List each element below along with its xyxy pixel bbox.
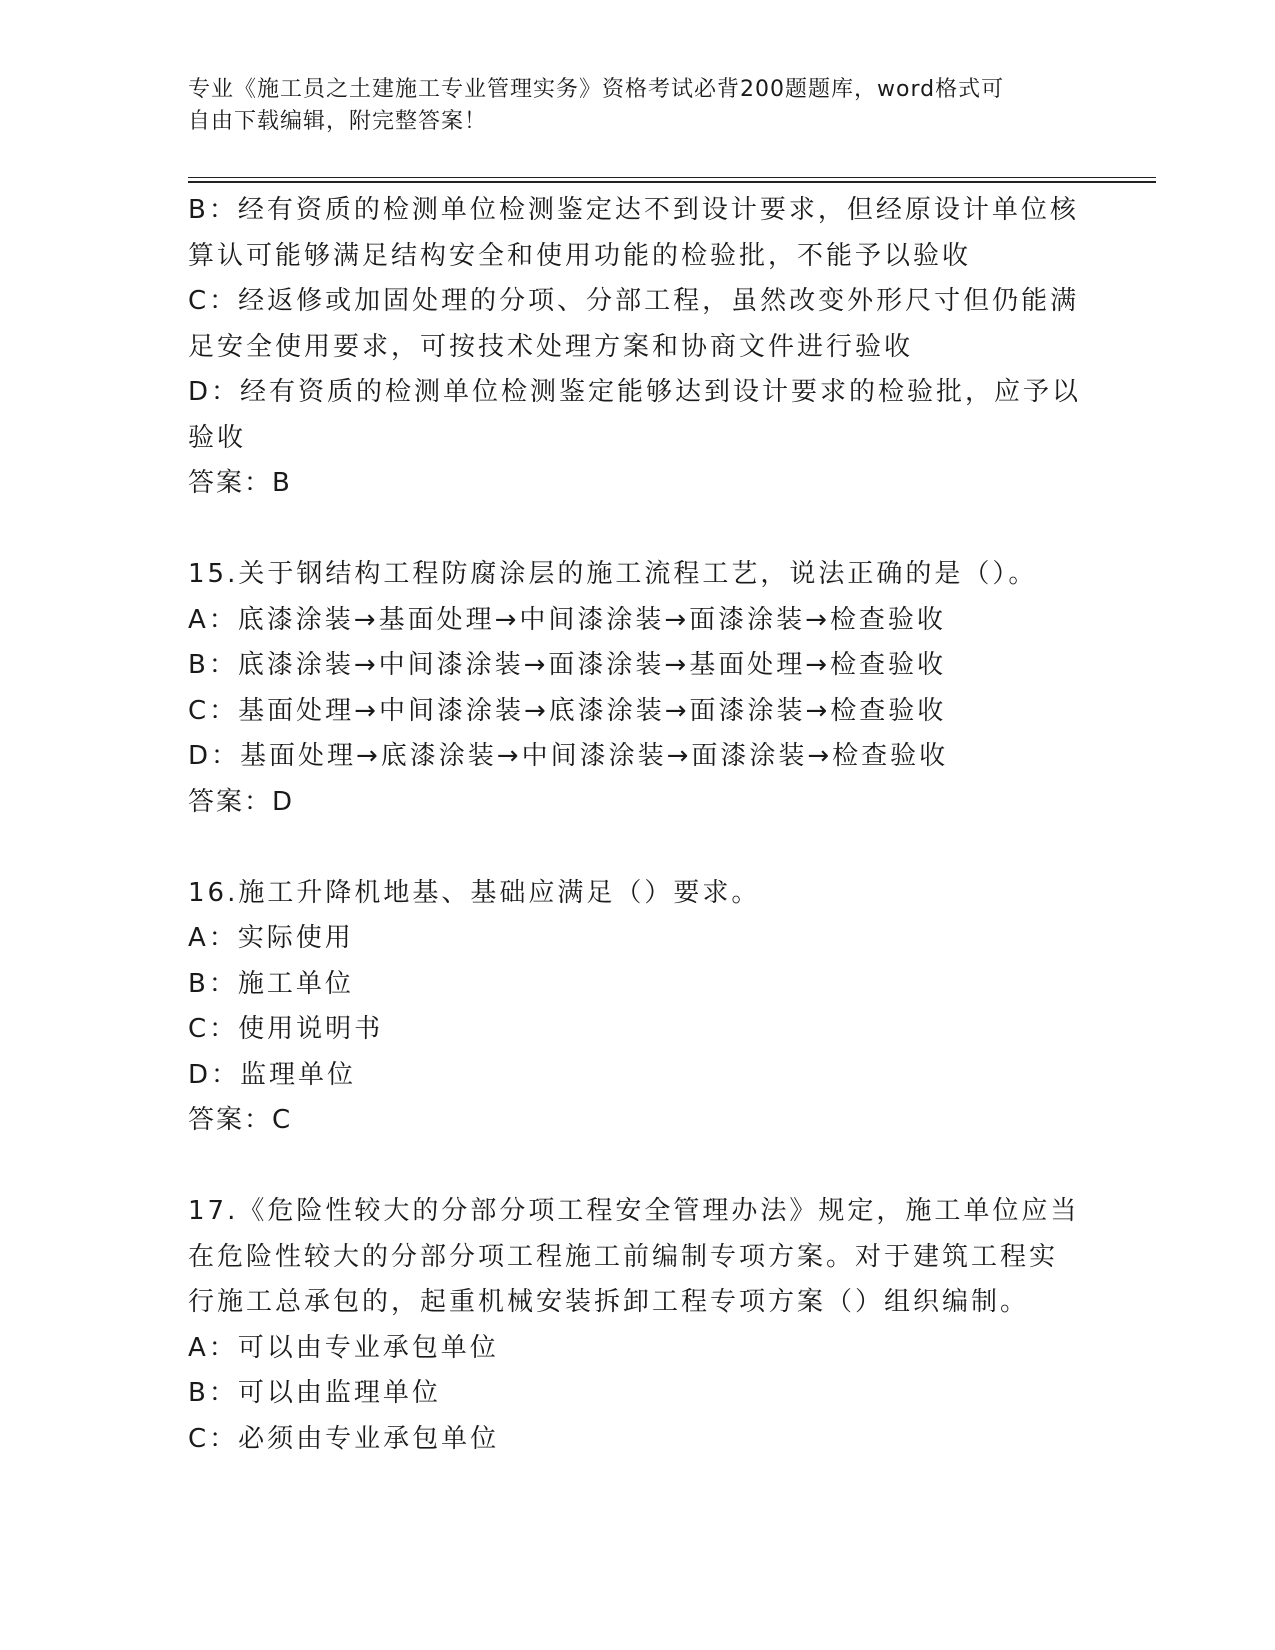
option-a: A：底漆涂装→基面处理→中间漆涂装→面漆涂装→检查验收 <box>188 604 946 635</box>
option-d-line-2: 验收 <box>188 422 247 453</box>
header-rule-thick <box>188 181 1156 183</box>
option-b-line-2: 算认可能够满足结构安全和使用功能的检验批，不能予以验收 <box>188 240 972 271</box>
option-b: B：可以由监理单位 <box>188 1378 441 1408</box>
option-d: D：监理单位 <box>188 1059 357 1090</box>
document-body <box>188 188 1088 1462</box>
option-c: C：基面处理→中间漆涂装→底漆涂装→面漆涂装→检查验收 <box>188 695 947 726</box>
question-17 <box>188 1189 1088 1462</box>
question-stem-line-1: 17.《危险性较大的分部分项工程安全管理办法》规定，施工单位应当 <box>188 1196 1080 1226</box>
spacer <box>188 1144 1088 1190</box>
option-c: C：必须由专业承包单位 <box>188 1423 500 1454</box>
option-b-line-1: B：经有资质的检测单位检测鉴定达不到设计要求，但经原设计单位核 <box>188 195 1079 225</box>
spacer <box>188 507 1088 553</box>
option-d-line-1: D：经有资质的检测单位检测鉴定能够达到设计要求的检验批，应予以 <box>188 377 1082 407</box>
header-title-line-2: 自由下载编辑，附完整答案！ <box>188 109 488 134</box>
option-a: A：可以由专业承包单位 <box>188 1332 499 1363</box>
question-stem-line-2: 在危险性较大的分部分项工程施工前编制专项方案。对于建筑工程实 <box>188 1241 1059 1272</box>
question-stem-line-3: 行施工总承包的，起重机械安装拆卸工程专项方案（）组织编制。 <box>188 1287 1030 1317</box>
option-b: B：施工单位 <box>188 968 354 999</box>
header-rule-thin <box>188 177 1156 178</box>
answer: 答案：C <box>188 1105 293 1135</box>
option-c-line-1: C：经返修或加固处理的分项、分部工程，虽然改变外形尺寸但仍能满 <box>188 286 1080 316</box>
question-15 <box>188 552 1088 825</box>
option-a: A：实际使用 <box>188 923 354 953</box>
spacer <box>188 825 1088 871</box>
answer: 答案：D <box>188 786 295 817</box>
option-c-line-2: 足安全使用要求，可按技术处理方案和协商文件进行验收 <box>188 331 914 362</box>
question-stem: 15.关于钢结构工程防腐涂层的施工流程工艺，说法正确的是（）。 <box>188 559 1038 589</box>
option-d: D：基面处理→底漆涂装→中间漆涂装→面漆涂装→检查验收 <box>188 741 949 771</box>
question-stem: 16.施工升降机地基、基础应满足（）要求。 <box>188 877 761 908</box>
question-16 <box>188 871 1088 1144</box>
answer: 答案：B <box>188 468 292 498</box>
question-14-continued <box>188 188 1088 507</box>
option-c: C：使用说明书 <box>188 1014 384 1044</box>
option-b: B：底漆涂装→中间漆涂装→面漆涂装→基面处理→检查验收 <box>188 650 946 680</box>
header-title-line-1: 专业《施工员之土建施工专业管理实务》资格考试必背200题题库，word格式可 <box>188 77 1005 102</box>
document-header <box>188 74 1088 138</box>
